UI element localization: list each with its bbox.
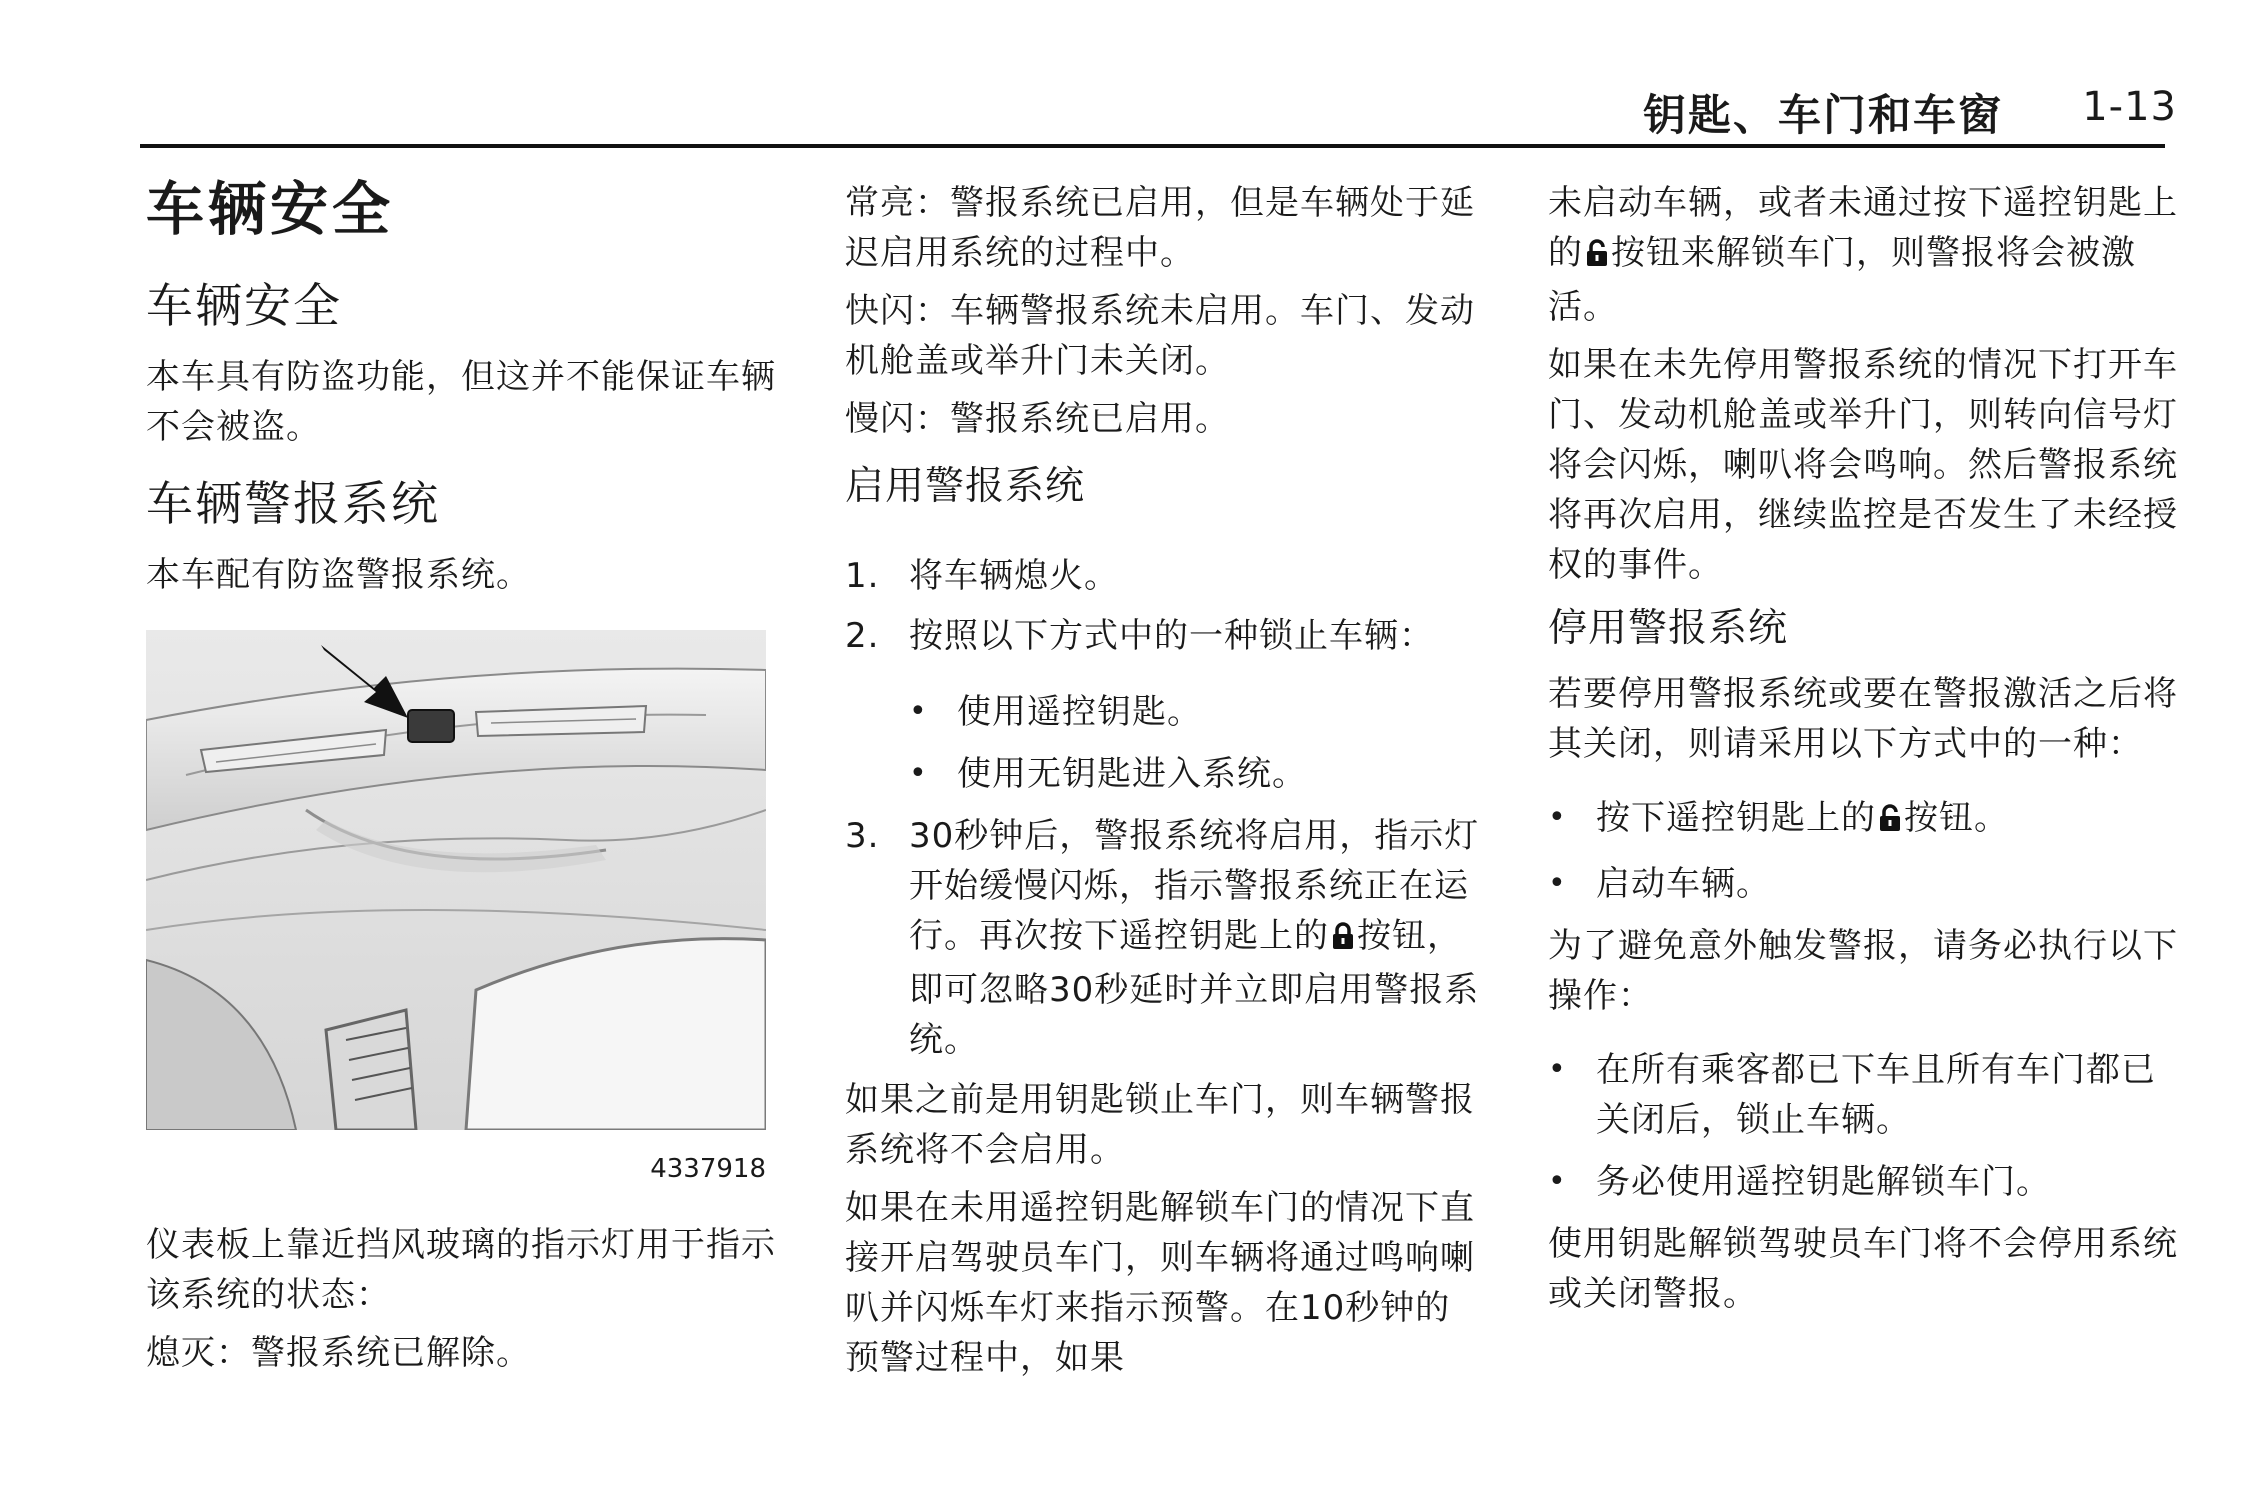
unlock-icon xyxy=(1878,797,1902,847)
bullet-text: 使用无钥匙进入系统。 xyxy=(957,753,1307,794)
list-item xyxy=(1548,1045,2188,1145)
page-header-title: 钥匙、车门和车窗 xyxy=(1643,91,2003,141)
paragraph-avoid-alarm: 为了避免意外触发警报，请务必执行以下操作： xyxy=(1548,925,2178,1016)
step-text: 按照以下方式中的一种锁止车辆： xyxy=(909,615,1434,656)
paragraph-unauthorized: 如果在未先停用警报系统的情况下打开车门、发动机舱盖或举升门，则转向信号灯将会闪烁，喇叭将会鸣响。然后警报系统将再次启用，继续监控是否发生了未经授权的事件。 xyxy=(1548,345,2178,585)
list-item xyxy=(1548,793,2188,847)
bullet-text: 启动车辆。 xyxy=(1596,863,1771,904)
step-text xyxy=(909,811,1485,1065)
section-heading-vehicle-security: 车辆安全 xyxy=(146,278,342,334)
step-text-part: 按钮，即可忽略30秒延时并立即启用警报系统。 xyxy=(909,915,1480,1060)
disarm-methods xyxy=(1548,793,2188,909)
heading-disarm-alarm: 停用警报系统 xyxy=(1548,606,1789,651)
lock-icon xyxy=(1331,915,1355,965)
page-number: 1-13 xyxy=(2082,84,2177,130)
paragraph-key-unlock: 使用钥匙解锁驾驶员车门将不会停用系统或关闭警报。 xyxy=(1548,1223,2178,1314)
bullet-icon: • xyxy=(909,693,928,729)
heading-arm-alarm: 启用警报系统 xyxy=(845,464,1086,509)
dashboard-illustration xyxy=(146,630,766,1130)
paragraph-alarm-activate xyxy=(1548,178,2188,332)
paragraph-key-lock: 如果之前是用钥匙锁止车门，则车辆警报系统将不会启用。 xyxy=(845,1079,1475,1170)
paragraph-alarm-intro: 本车配有防盗警报系统。 xyxy=(146,554,531,595)
list-item xyxy=(845,811,1485,1065)
arm-steps-cont xyxy=(845,811,1485,1065)
column-3 xyxy=(1548,178,2188,1327)
bullet-icon: • xyxy=(1548,1051,1567,1087)
bullet-icon: • xyxy=(1548,865,1567,901)
lock-methods xyxy=(909,687,1485,799)
paragraph-indicator: 仪表板上靠近挡风玻璃的指示灯用于指示该系统的状态： xyxy=(146,1224,776,1315)
unlock-icon xyxy=(1585,232,1609,282)
figure-id: 4337918 xyxy=(650,1153,766,1184)
step-number: 2. xyxy=(845,615,880,656)
bullet-icon: • xyxy=(1548,1163,1567,1199)
header-rule xyxy=(140,144,2165,148)
list-item xyxy=(1548,859,2188,909)
column-1 xyxy=(146,170,786,1386)
status-off: 熄灭：警报系统已解除。 xyxy=(146,1332,531,1373)
column-2 xyxy=(845,178,1485,1391)
avoid-alarm-steps xyxy=(1548,1045,2188,1207)
list-item xyxy=(845,611,1485,661)
text-part: 按钮来解锁车门，则警报将会被激活。 xyxy=(1548,233,2136,327)
step-text-part: 30秒钟后，警报系统将启用，指示灯开始缓慢闪烁，指示警报系统正在运行。再次按下遥控钥匙上的 xyxy=(909,815,1480,956)
arm-steps xyxy=(845,551,1485,661)
bullet-text: 使用遥控钥匙。 xyxy=(957,691,1202,732)
text-part: 按下遥控钥匙上的 xyxy=(1596,797,1876,838)
bullet-icon: • xyxy=(1548,799,1567,835)
step-number: 3. xyxy=(845,815,880,856)
bullet-text xyxy=(1596,793,2009,847)
list-item xyxy=(909,687,1485,737)
chapter-heading: 车辆安全 xyxy=(146,175,395,243)
status-slow-flash: 慢闪：警报系统已启用。 xyxy=(845,399,1230,439)
bullet-icon: • xyxy=(909,755,928,791)
status-steady: 常亮：警报系统已启用，但是车辆处于延迟启用系统的过程中。 xyxy=(845,183,1475,273)
list-item xyxy=(909,749,1485,799)
step-text: 将车辆熄火。 xyxy=(909,555,1119,596)
text-part: 按钮。 xyxy=(1904,797,2009,838)
bullet-text: 务必使用遥控钥匙解锁车门。 xyxy=(1596,1161,2051,1202)
list-item xyxy=(1548,1157,2188,1207)
section-heading-alarm-system: 车辆警报系统 xyxy=(146,476,440,532)
paragraph-anti-theft: 本车具有防盗功能，但这并不能保证车辆不会被盗。 xyxy=(146,356,776,447)
list-item xyxy=(845,551,1485,601)
paragraph-pre-alarm: 如果在未用遥控钥匙解锁车门的情况下直接开启驾驶员车门，则车辆将通过鸣响喇叭并闪烁车灯来指示预警。在10秒钟的预警过程中，如果 xyxy=(845,1187,1475,1378)
status-fast-flash: 快闪：车辆警报系统未启用。车门、发动机舱盖或举升门未关闭。 xyxy=(845,291,1475,381)
bullet-text: 在所有乘客都已下车且所有车门都已关闭后，锁止车辆。 xyxy=(1596,1049,2156,1140)
text-part: 未启动车辆，或者未通过按下遥控钥匙上的 xyxy=(1548,183,2178,273)
step-number: 1. xyxy=(845,555,880,596)
paragraph-disarm-intro: 若要停用警报系统或要在警报激活之后将其关闭，则请采用以下方式中的一种： xyxy=(1548,673,2178,764)
